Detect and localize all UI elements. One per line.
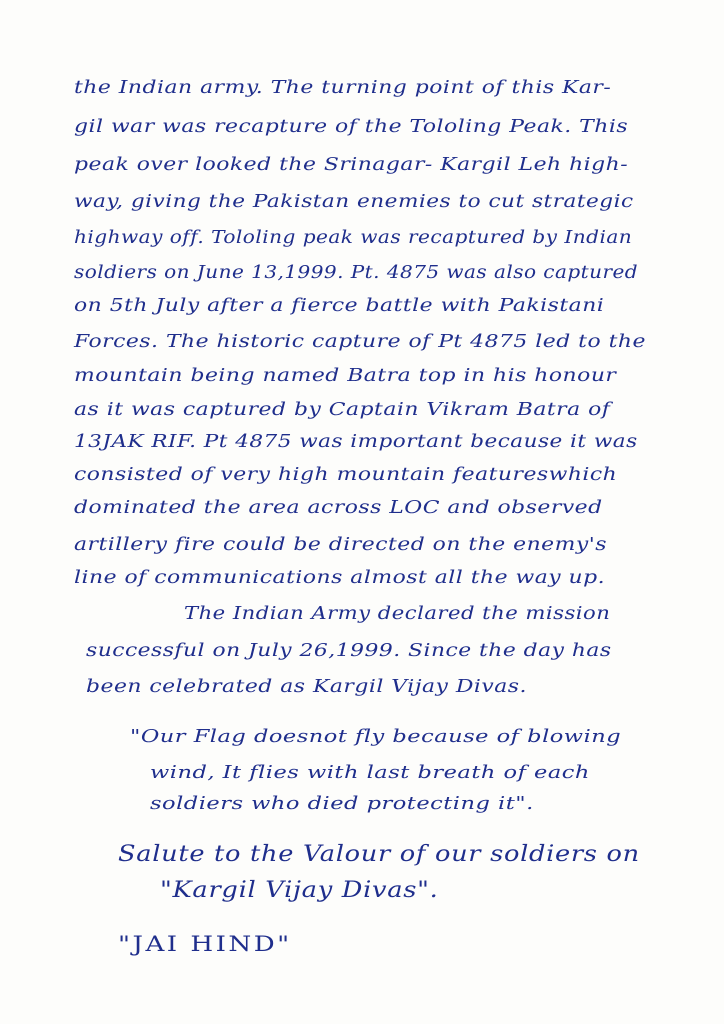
closing-slogan: "JAI HIND" — [118, 932, 292, 956]
text-line: successful on July 26,1999. Since the day has — [86, 641, 612, 661]
text-line: been celebrated as Kargil Vijay Divas. — [86, 677, 527, 697]
text-line: way, giving the Pakistan enemies to cut strategic — [74, 192, 634, 212]
text-line: Forces. The historic capture of Pt 4875 led to the — [74, 332, 646, 352]
text-line: consisted of very high mountain featureswhich — [74, 465, 618, 485]
quote-line: "Our Flag doesnot fly because of blowing — [130, 726, 622, 747]
text-line: soldiers on June 13,1999. Pt. 4875 was also captured — [74, 263, 639, 283]
text-line: the Indian army. The turning point of this Kar- — [74, 78, 612, 98]
text-line: artillery fire could be directed on the enemy's — [74, 535, 607, 555]
text-line: The Indian Army declared the mission — [184, 604, 611, 624]
text-line: as it was captured by Captain Vikram Batra of — [74, 400, 611, 420]
salute-line: "Kargil Vijay Divas". — [160, 878, 439, 903]
text-line: gil war was recapture of the Tololing Peak. This — [74, 117, 629, 137]
text-line: dominated the area across LOC and observed — [74, 498, 603, 518]
text-line: line of communications almost all the way up. — [74, 568, 606, 588]
text-line: mountain being named Batra top in his honour — [74, 366, 617, 386]
quote-line: wind, It flies with last breath of each — [150, 762, 590, 783]
text-line: on 5th July after a fierce battle with Pakistani — [74, 296, 605, 316]
text-line: highway off. Tololing peak was recaptured by Indian — [74, 228, 633, 248]
salute-line: Salute to the Valour of our soldiers on — [118, 842, 640, 867]
text-line: peak over looked the Srinagar- Kargil Leh high- — [74, 155, 629, 175]
quote-line: soldiers who died protecting it". — [150, 793, 534, 814]
text-line: 13JAK RIF. Pt 4875 was important because it was — [74, 432, 638, 452]
